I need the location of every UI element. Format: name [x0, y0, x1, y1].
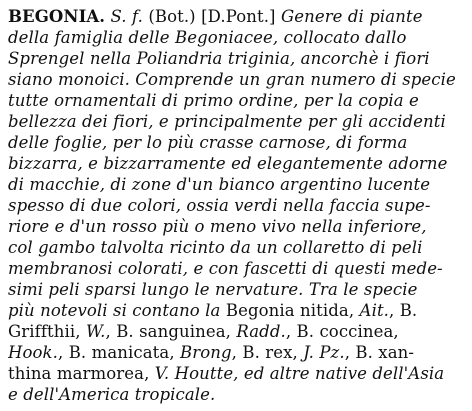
entry-text-segment: bellezza dei fiori, e principalmente per gli accidenti [8, 112, 446, 131]
entry-text-segment: col gambo talvolta ricinto da un collaretto di peli [8, 238, 423, 257]
entry-text-segment: Ait. [359, 301, 390, 320]
entry-text-segment: Radd. [236, 322, 286, 341]
entry-text-segment: , B. rex, [231, 343, 304, 362]
entry-line [8, 111, 464, 132]
entry-text-segment: bizzarra, e bizzarramente ed elegantemente adorne [8, 154, 448, 173]
entry-text-segment: V. Houtte, ed altre native dell'Asia [154, 364, 445, 383]
entry-text-segment: , B. sanguinea, [105, 322, 237, 341]
entry-text-segment: di macchie, di zone d'un bianco argentino lucente [8, 175, 431, 194]
entry-text-segment: (Bot.) [D.Pont.] [142, 7, 281, 26]
entry-text-segment: riore e d'un rosso più o meno vivo nella inferiore, [8, 217, 427, 236]
entry-line [8, 363, 464, 384]
entry-text-segment: Brong [180, 343, 232, 362]
entry-text-segment: delle foglie, per lo più crasse carnose, di forma [8, 133, 408, 152]
entry-text-segment: Genere di piante [280, 7, 423, 26]
entry-text-segment: siano monoici. Comprende un gran numero di specie [8, 70, 456, 89]
entry-line [8, 342, 464, 363]
entry-line [8, 195, 464, 216]
entry-line [8, 279, 464, 300]
entry-line [8, 300, 464, 321]
entry-text-segment: più notevoli si contano la [8, 301, 226, 320]
entry-line [8, 90, 464, 111]
entry-text-segment: , B. coccinea, [285, 322, 399, 341]
entry-text-segment: Begonia nitida, [225, 301, 360, 320]
entry-text-segment: W. [85, 322, 106, 341]
entry-line [8, 174, 464, 195]
dictionary-entry-begonia [8, 6, 464, 405]
entry-line [8, 216, 464, 237]
entry-text-segment: , B. xan- [344, 343, 415, 362]
entry-line [8, 48, 464, 69]
entry-text-segment: della famiglia delle Begoniacee, collocato dallo [8, 28, 407, 47]
entry-text-segment: , B. [389, 301, 418, 320]
entry-text-segment: spesso di due colori, ossia verdi nella faccia supe- [8, 196, 431, 215]
entry-line [8, 258, 464, 279]
entry-text-segment: S. f. [105, 7, 143, 26]
entry-text-segment: e dell'America tropicale. [8, 385, 216, 404]
entry-text-segment: J. Pz. [303, 343, 345, 362]
entry-text-segment: , B. manicata, [58, 343, 181, 362]
entry-line [8, 6, 464, 27]
entry-text-segment: tutte ornamentali di primo ordine, per la copia e [8, 91, 419, 110]
entry-text-segment: thina marmorea, [8, 364, 155, 383]
entry-line [8, 69, 464, 90]
entry-headword: BEGONIA. [8, 7, 106, 26]
entry-line [8, 27, 464, 48]
entry-text-segment: Griffthii, [8, 322, 86, 341]
entry-line [8, 384, 464, 405]
entry-text-segment: Hook. [8, 343, 58, 362]
entry-line [8, 132, 464, 153]
entry-text-segment: Sprengel nella Poliandria triginia, ancorchè i fiori [8, 49, 430, 68]
entry-text-segment: simi peli sparsi lungo le nervature. Tra le specie [8, 280, 418, 299]
entry-text-segment: membranosi colorati, e con fascetti di questi mede- [8, 259, 443, 278]
entry-line [8, 237, 464, 258]
entry-line [8, 153, 464, 174]
entry-line [8, 321, 464, 342]
